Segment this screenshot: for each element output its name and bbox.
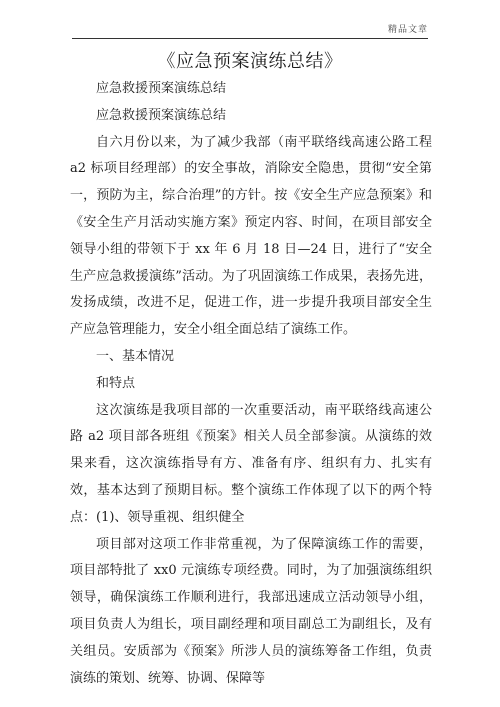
paragraph-overview: 这次演练是我项目部的一次重要活动，南平联络线高速公路 a2 项目部各班组《预案》相关人员全部参演。从演练的效果来看，这次演练指导有方、准备有序、组织有力、扎实有效，基本达到了预期目标。整个演练工作体现了以下的两个特点：(1)、领导重视、组织健全	[70, 402, 432, 525]
paragraph-subtitle-2: 应急救援预案演练总结	[96, 107, 227, 123]
section-heading: 一、基本情况	[96, 348, 175, 364]
paragraph-intro: 自六月份以来，为了减少我部（南平联络线高速公路工程 a2 标项目经理部）的安全事故，消除安全隐患，贯彻“安全第一，预防为主，综合治理”的方针。按《安全生产应急预案》和《安全生产月活动实施方案》预定内容、时间，在项目部安全领导小组的带领下于 xx 年 6 月 18 日—24 日，进行了“安全生产应急救援演练”活动。为了巩固演练工作成果，表扬先进，发扬成绩，改进不足，促进工作，进一步提升我项目部安全生产应急管理能力，安全小组全面总结了演练工作。	[70, 134, 432, 338]
header-tag: 精品文章	[387, 25, 428, 35]
header-divider	[72, 38, 428, 39]
paragraph-leadership: 项目部对这项工作非常重视，为了保障演练工作的需要，项目部特批了 xx0 元演练专项经费。同时，为了加强演练组织领导，确保演练工作顺利进行，我部迅速成立活动领导小组，项目负责人为组长，项目副经理和项目副总工为副组长，及有关组员。安质部为《预案》所涉人员的演练筹备工作组，负责演练的策划、统筹、协调、保障等	[70, 536, 432, 686]
document-title: 《应急预案演练总结》	[157, 51, 343, 72]
document-body	[70, 76, 432, 692]
section-heading-continued: 和特点	[96, 375, 136, 391]
paragraph-subtitle-1: 应急救援预案演练总结	[96, 81, 227, 96]
